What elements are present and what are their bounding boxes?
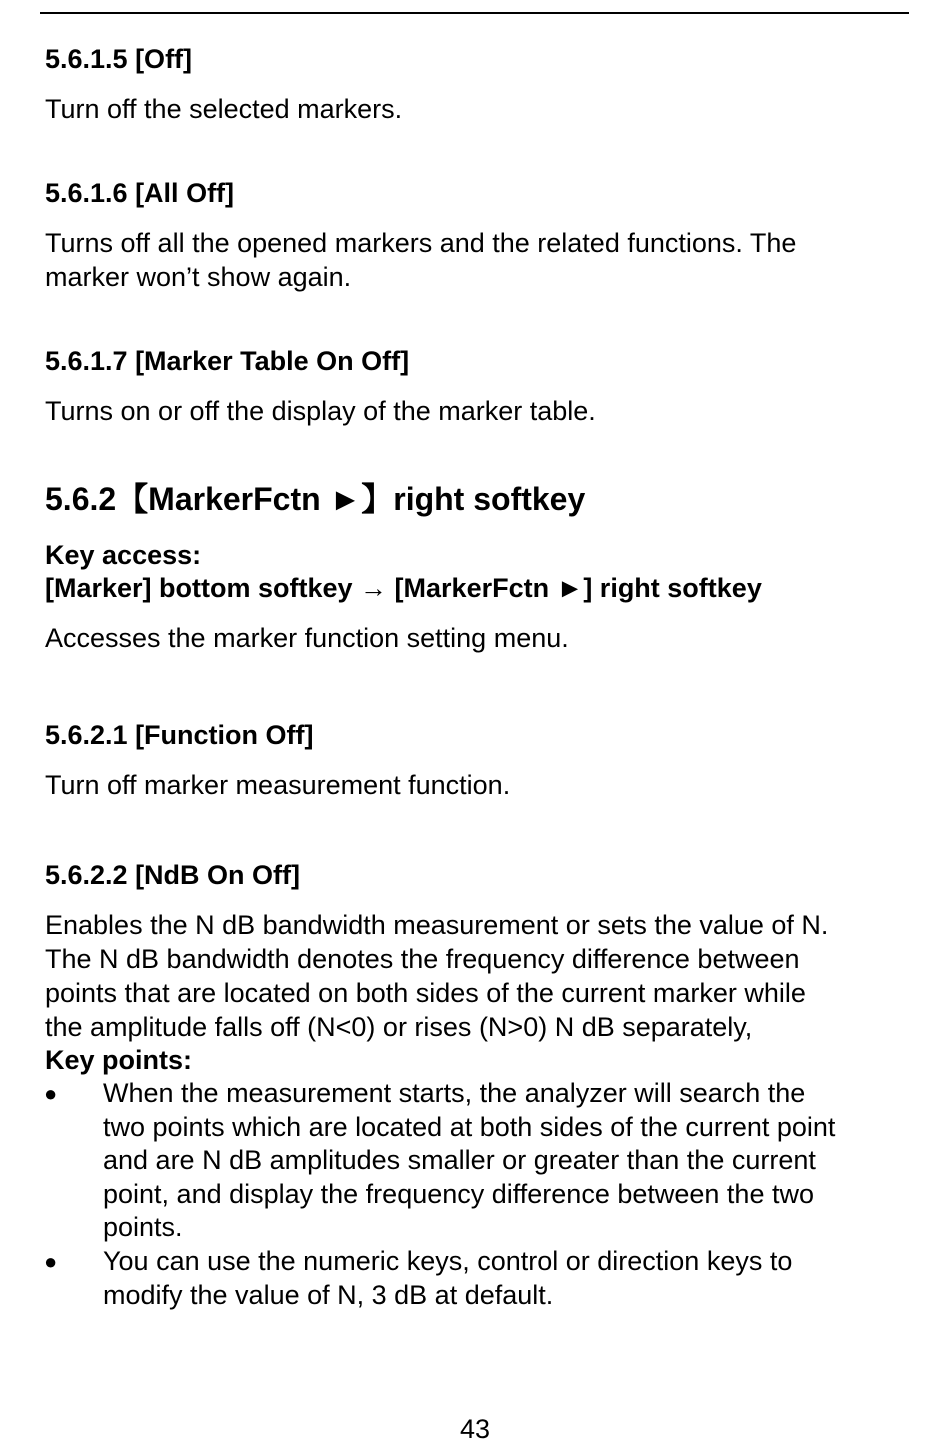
page-number: 43 [459,1414,491,1444]
key-access-label: Key access: [45,540,202,570]
heading-5-6-1-5: 5.6.1.5 [Off] [45,44,193,74]
heading-5-6-1-6: 5.6.1.6 [All Off] [45,178,235,208]
bullet-2-line-2: modify the value of N, 3 dB at default. [103,1280,554,1310]
bullet-2-line-1: You can use the numeric keys, control or direction keys to [103,1246,793,1276]
bullet-1-line-4: point, and display the frequency difference between the two [103,1179,814,1209]
heading-5-6-1-7: 5.6.1.7 [Marker Table On Off] [45,346,410,376]
bullet-1-line-1: When the measurement starts, the analyzer will search the [103,1078,806,1108]
heading-5-6-2: 5.6.2【MarkerFctn ►】right softkey [45,481,586,517]
paragraph-off-desc: Turn off the selected markers. [45,94,403,124]
key-points-label: Key points: [45,1045,193,1075]
paragraph-function-off-desc: Turn off marker measurement function. [45,770,511,800]
paragraph-marker-table-desc: Turns on or off the display of the marker table. [45,396,596,426]
paragraph-ndb-line-4: the amplitude falls off (N<0) or rises (N>0) N dB separately, [45,1012,753,1042]
paragraph-ndb-line-2: The N dB bandwidth denotes the frequency difference between [45,944,800,974]
header-rule [40,12,909,14]
bullet-icon: ● [44,1081,58,1106]
paragraph-ndb-line-1: Enables the N dB bandwidth measurement or sets the value of N. [45,910,829,940]
paragraph-all-off-line-1: Turns off all the opened markers and the related functions. The [45,228,797,258]
bullet-1-line-5: points. [103,1212,183,1242]
bullet-icon: ● [44,1249,58,1274]
key-access-path: [Marker] bottom softkey → [MarkerFctn ►] right softkey [45,573,762,603]
bullet-1-line-2: two points which are located at both sides of the current point [103,1112,836,1142]
paragraph-ndb-line-3: points that are located on both sides of the current marker while [45,978,806,1008]
bullet-1-line-3: and are N dB amplitudes smaller or greater than the current [103,1145,816,1175]
paragraph-all-off-line-2: marker won’t show again. [45,262,352,292]
heading-5-6-2-2: 5.6.2.2 [NdB On Off] [45,860,301,890]
paragraph-markerfctn-desc: Accesses the marker function setting menu. [45,623,569,653]
heading-5-6-2-1: 5.6.2.1 [Function Off] [45,720,314,750]
